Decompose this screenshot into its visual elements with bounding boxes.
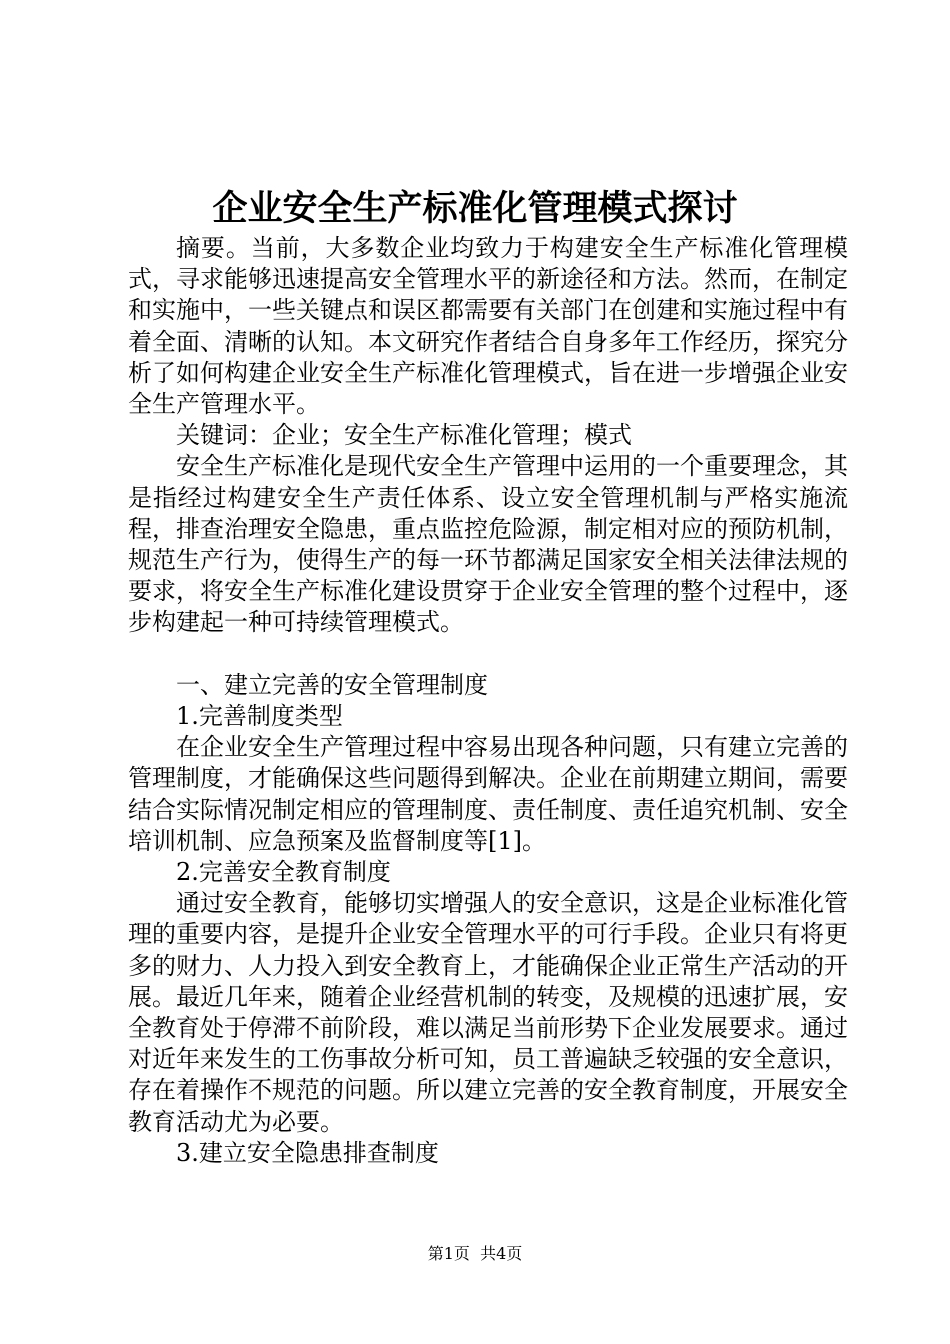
subsection-heading: 2.完善安全教育制度: [176, 858, 391, 887]
document-body: [128, 233, 848, 1169]
body-paragraph: 通过安全教育，能够切实增强人的安全意识，这是企业标准化管理的重要内容，是提升企业安全管理水平的可行手段。企业只有将更多的财力、人力投入到安全教育上，才能确保企业正常生产活动的开展。最近几年来，随着企业经营机制的转变，及规模的迅速扩展，安全教育处于停滞不前阶段，难以满足当前形势下企业发展要求。通过对近年来发生的工伤事故分析可知，员工普遍缺乏较强的安全意识，存在着操作不规范的问题。所以建立完善的安全教育制度，开展安全教育活动尤为必要。: [128, 889, 848, 1136]
subsection-heading: 3.建立安全隐患排查制度: [176, 1138, 439, 1167]
paragraph-spacer: [128, 639, 848, 670]
document-title: 企业安全生产标准化管理模式探讨: [212, 188, 738, 229]
section-heading: 一、建立完善的安全管理制度: [176, 670, 488, 699]
intro-paragraph: 安全生产标准化是现代安全生产管理中运用的一个重要理念，其是指经过构建安全生产责任体系、设立安全管理机制与严格实施流程，排查治理安全隐患，重点监控危险源，制定相对应的预防机制，规范生产行为，使得生产的每一环节都满足国家安全相关法律法规的要求，将安全生产标准化建设贯穿于企业安全管理的整个过程中，逐步构建起一种可持续管理模式。: [128, 452, 848, 637]
abstract-paragraph: 摘要。当前，大多数企业均致力于构建安全生产标准化管理模式，寻求能够迅速提高安全管理水平的新途径和方法。然而，在制定和实施中，一些关键点和误区都需要有关部门在创建和实施过程中有着全面、清晰的认知。本文研究作者结合自身多年工作经历，探究分析了如何构建企业安全生产标准化管理模式，旨在进一步增强企业安全生产管理水平。: [128, 234, 848, 419]
body-paragraph: 在企业安全生产管理过程中容易出现各种问题，只有建立完善的管理制度，才能确保这些问题得到解决。企业在前期建立期间，需要结合实际情况制定相应的管理制度、责任制度、责任追究机制、安全培训机制、应急预案及监督制度等[1]。: [128, 733, 848, 855]
keywords-paragraph: 关键词：企业；安全生产标准化管理；模式: [176, 421, 632, 450]
subsection-heading: 1.完善制度类型: [176, 702, 343, 731]
page-number-footer: 第1页 共4页: [427, 1244, 523, 1263]
